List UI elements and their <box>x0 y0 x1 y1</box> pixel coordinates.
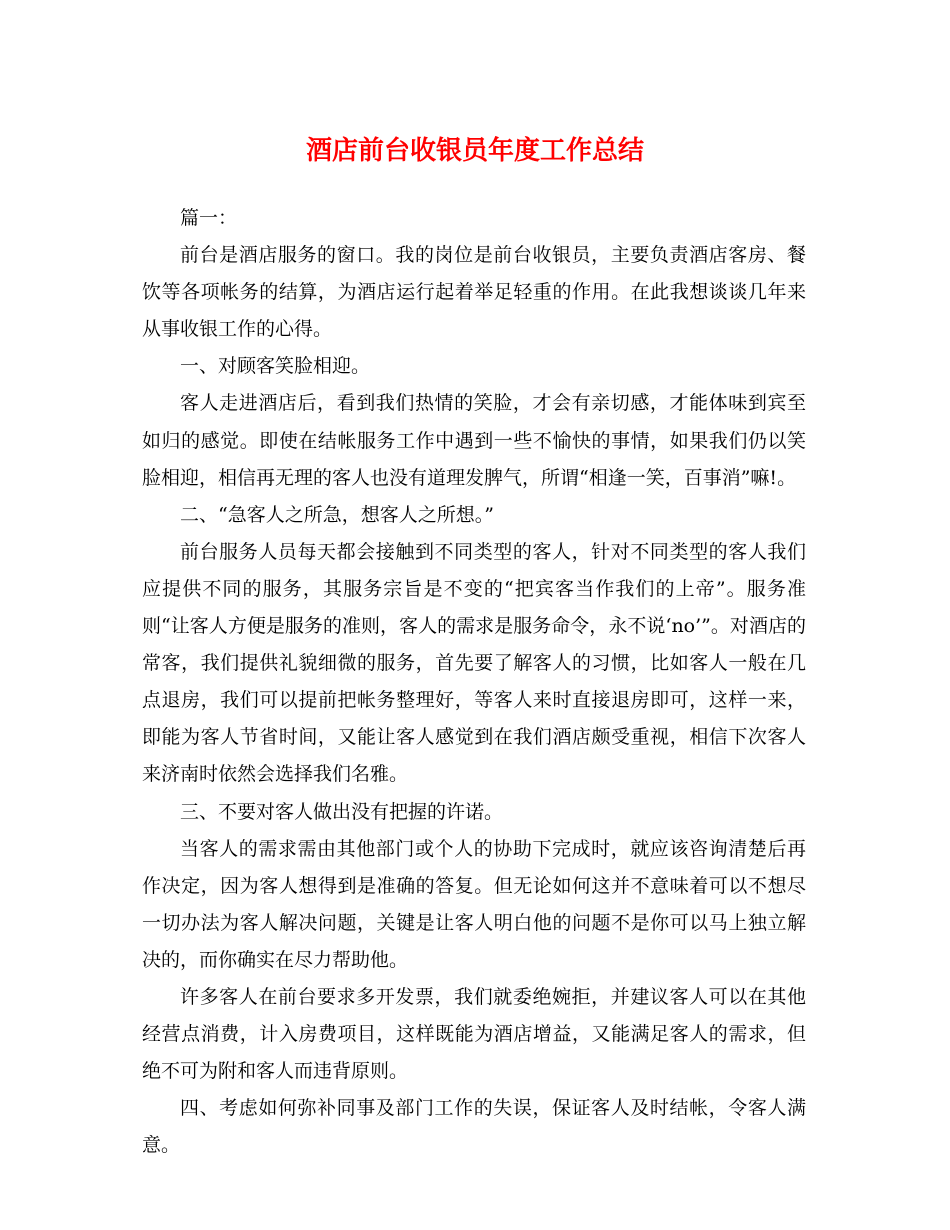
heading-four: 四、考虑如何弥补同事及部门工作的失误，保证客人及时结帐，令客人满意。 <box>142 1097 806 1157</box>
heading-three: 三、不要对客人做出没有把握的许诺。 <box>180 800 504 823</box>
intro-paragraph: 前台是酒店服务的窗口。我的岗位是前台收银员，主要负责酒店客房、餐饮等各项帐务的结算，为酒店运行起着举足轻重的作用。在此我想谈谈几年来从事收银工作的心得。 <box>142 244 806 341</box>
heading-one: 一、对顾客笑脸相迎。 <box>180 355 371 378</box>
section-label: 篇一： <box>180 207 238 229</box>
body-paragraph: 许多客人在前台要求多开发票，我们就委绝婉拒，并建议客人可以在其他经营点消费，计入房费项目，这样既能为酒店增益，又能满足客人的需求，但绝不可为附和客人而违背原则。 <box>142 985 806 1083</box>
heading-two: 二、“急客人之所急，想客人之所想。” <box>180 503 494 526</box>
document-body <box>142 200 806 1164</box>
body-paragraph: 客人走进酒店后，看到我们热情的笑脸，才会有亲切感，才能体味到宾至如归的感觉。即使在结帐服务工作中遇到一些不愉快的事情，如果我们仍以笑脸相迎，相信再无理的客人也没有道理发脾气，所谓“相逢一笑，百事消”嘛!。 <box>142 392 806 489</box>
document-title: 酒店前台收银员年度工作总结 <box>305 136 644 166</box>
body-paragraph: 当客人的需求需由其他部门或个人的协助下完成时，就应该咨询清楚后再作决定，因为客人想得到是准确的答复。但无论如何这并不意味着可以不想尽一切办法为客人解决问题，关键是让客人明白他的问题不是你可以马上独立解决的，而你确实在尽力帮助他。 <box>142 837 806 971</box>
body-paragraph: 前台服务人员每天都会接触到不同类型的客人，针对不同类型的客人我们应提供不同的服务，其服务宗旨是不变的“把宾客当作我们的上帝”。服务准则“让客人方便是服务的准则，客人的需求是服务命令，永不说‘no’”。对酒店的常客，我们提供礼貌细微的服务，首先要了解客人的习惯，比如客人一般在几点退房，我们可以提前把帐务整理好，等客人来时直接退房即可，这样一来，即能为客人节省时间，又能让客人感觉到在我们酒店颇受重视，相信下次客人来济南时依然会选择我们名雅。 <box>142 540 806 786</box>
